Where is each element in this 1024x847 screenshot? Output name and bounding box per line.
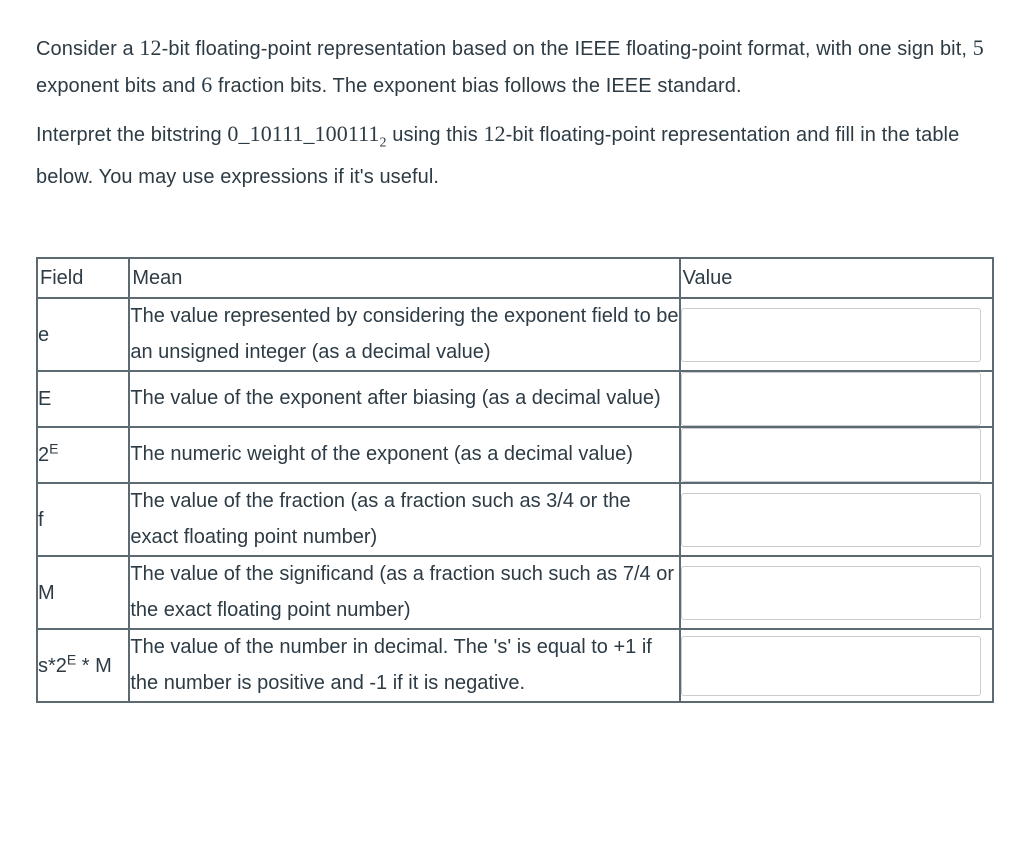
- table-row: [37, 556, 993, 629]
- table-row: [37, 427, 993, 483]
- value-cell: [680, 556, 993, 629]
- question-text: [36, 30, 996, 195]
- answer-table: [36, 257, 994, 703]
- value-cell: [680, 483, 993, 556]
- mean-cell: The value of the significand (as a fraction such such as 7/4 or the exact floating point number): [129, 556, 679, 629]
- mean-cell: The value of the fraction (as a fraction such as 3/4 or the exact floating point number): [129, 483, 679, 556]
- field-cell-2E: [37, 427, 129, 483]
- header-value: Value: [680, 258, 993, 298]
- field-label: e: [38, 323, 50, 346]
- bit-count-number: 12: [139, 35, 162, 60]
- field-cell-M: [37, 556, 129, 629]
- value-cell: [680, 629, 993, 702]
- field-label-tail: * M: [76, 654, 112, 677]
- field-label-superscript: E: [49, 440, 59, 457]
- bitstring-math: [227, 121, 387, 151]
- table-row: [37, 629, 993, 702]
- table-row: [37, 371, 993, 427]
- field-cell-value: [37, 629, 129, 702]
- para2-text-b: using this: [386, 124, 484, 146]
- para2-text-c: -bit floating-point representation and fill in the table below. You may use expressions if it's useful.: [36, 124, 960, 189]
- bitstring-value: 0_10111_100111: [227, 121, 380, 146]
- answer-input-M[interactable]: [681, 566, 981, 620]
- field-cell-e: [37, 298, 129, 371]
- header-field: Field: [37, 258, 129, 298]
- mean-cell: The value represented by considering the exponent field to be an unsigned integer (as a decimal value): [129, 298, 679, 371]
- value-cell: [680, 427, 993, 483]
- header-mean: Mean: [129, 258, 679, 298]
- mean-cell: The numeric weight of the exponent (as a decimal value): [129, 427, 679, 483]
- answer-input-e[interactable]: [681, 308, 981, 362]
- field-label-superscript: E: [66, 650, 77, 667]
- para1-text-d: fraction bits. The exponent bias follows the IEEE standard.: [212, 75, 742, 97]
- field-label: M: [38, 581, 55, 604]
- para1-text-b: -bit floating-point representation based on the IEEE floating-point format, with one sign bit,: [161, 38, 973, 60]
- field-label: f: [38, 508, 44, 531]
- value-cell: [680, 298, 993, 371]
- bitstring-base: 2: [379, 135, 387, 151]
- mean-cell: The value of the number in decimal. The 's' is equal to +1 if the number is positive and -1 if it is negative.: [129, 629, 679, 702]
- fraction-bit-count: 6: [201, 72, 213, 97]
- mean-cell: The value of the exponent after biasing (as a decimal value): [129, 371, 679, 427]
- bit-count-number-2: 12: [483, 121, 506, 146]
- question-paragraph-2: [36, 116, 996, 195]
- table-row: [37, 298, 993, 371]
- para1-text-a: Consider a: [36, 38, 140, 60]
- answer-input-E[interactable]: [681, 372, 981, 426]
- field-cell-f: [37, 483, 129, 556]
- field-cell-E: [37, 371, 129, 427]
- answer-input-f[interactable]: [681, 493, 981, 547]
- answer-input-number[interactable]: [681, 636, 981, 696]
- value-cell: [680, 371, 993, 427]
- field-label: E: [38, 388, 52, 410]
- table-row: [37, 483, 993, 556]
- para2-text-a: Interpret the bitstring: [36, 124, 228, 146]
- field-label-base: 2: [38, 444, 50, 466]
- field-label-base: s*2: [38, 654, 67, 677]
- para1-text-c: exponent bits and: [36, 75, 202, 97]
- question-paragraph-1: [36, 30, 996, 104]
- exponent-bit-count: 5: [972, 35, 984, 60]
- table-header-row: [37, 258, 993, 298]
- answer-input-2E[interactable]: [681, 428, 981, 482]
